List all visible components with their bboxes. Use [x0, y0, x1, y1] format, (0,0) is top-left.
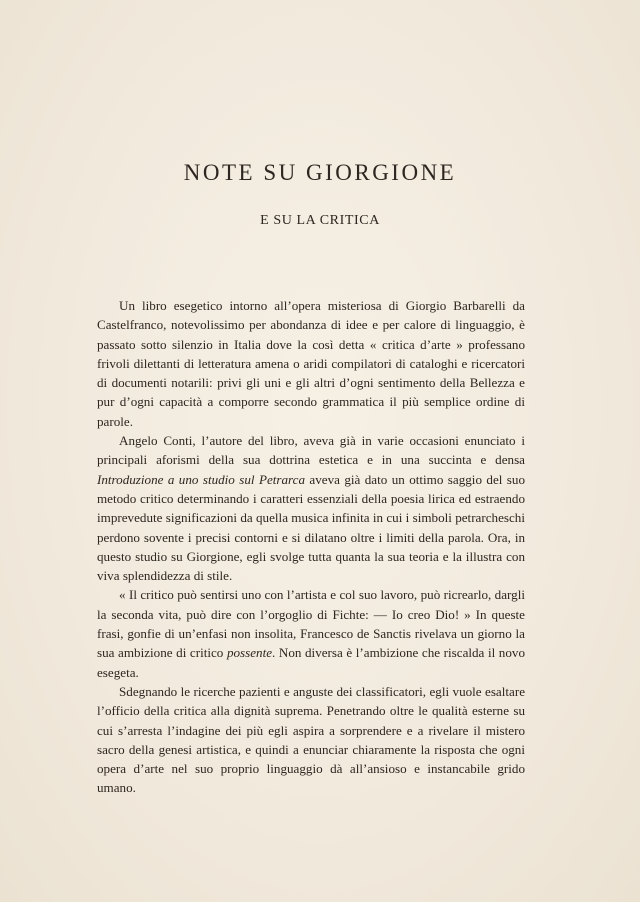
page-title: NOTE SU GIORGIONE: [183, 160, 457, 185]
paragraph-3-end: . Non diversa è l’ambizione che riscalda il novo esegeta.: [97, 645, 525, 680]
paragraph-4: Sdegnando le ricerche pazienti e anguste dei classificatori, egli vuole esaltare l’officio della critica alla dignità suprema. Penetrando oltre le qualità esterne su cui s’arresta l’indagine dei più egli aspira a sorprendere e a rivelare il mistero sacro della genesi artistica, e quindi a enunciar chiaramente la risposta che ogni opera d’arte nel suo proprio linguaggio dà all’ansioso e instancabile grido umano.: [97, 683, 525, 796]
essay-body: [97, 296, 525, 798]
paragraph-2-end: aveva già dato un ottimo saggio del suo metodo critico determinando i caratteri essenziali della poesia lirica ed estraendo imprevedute significazioni da quella musica infinita in cui i simboli petrarcheschi perdono sovente i precisi contorni e si dilatano oltre i limiti della parola. Ora, in questo studio su Giorgione, egli svolge tutta quanta la sua teoria e la illustra con viva splendidezza di stile.: [97, 471, 525, 584]
paragraph-3-start: « Il critico può sentirsi uno con l’artista e col suo lavoro, può ricrearlo, dargli la seconda vita, può dire con l’orgoglio di Fichte: — Io creo Dio! » In queste frasi, gonfie di un’enfasi non insolita, Francesco de Sanctis rivelava un giorno la sua ambizione di critico: [97, 587, 525, 661]
possente-italic: possente: [226, 645, 273, 661]
page-subtitle: E SU LA CRITICA: [260, 213, 380, 228]
paragraph-3: [97, 585, 525, 681]
paragraph-1: Un libro esegetico intorno all’opera misteriosa di Giorgio Barbarelli da Castelfranco, notevolissimo per abondanza di idee e per calore di linguaggio, è passato sotto silenzio in Italia dove la così detta « critica d’arte » professano frivoli dilettanti di letteratura amena o aridi compilatori di cataloghi e ricercatori di documenti notarili: privi gli uni e gli altri d’ogni sentimento della Bellezza e pur d’ogni capacità a comporre secondo grammatica il più semplice ordine di parole.: [97, 298, 525, 429]
paragraph-2: [97, 431, 525, 585]
book-title-italic: Introduzione a uno studio sul Petrarca: [97, 471, 306, 487]
paragraph-2-start: Angelo Conti, l’autore del libro, aveva già in varie occasioni enunciato i principali aforismi della sua dottrina estetica e in una succinta e densa: [97, 433, 525, 468]
